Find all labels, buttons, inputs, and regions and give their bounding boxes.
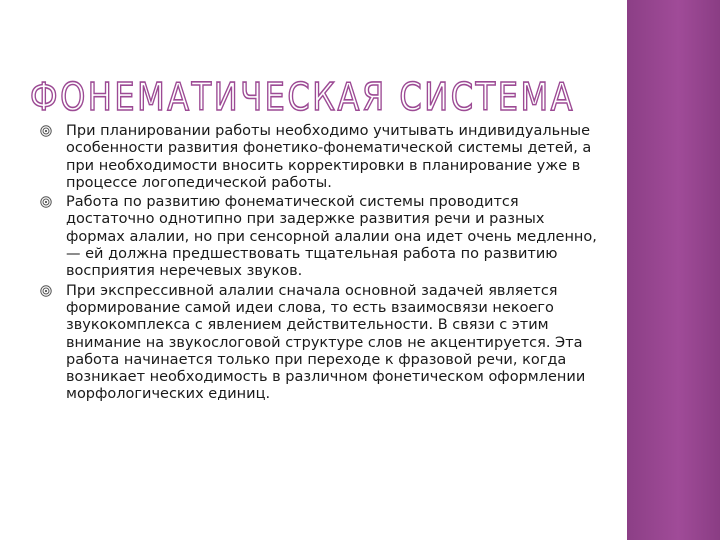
target-bullet-icon — [40, 196, 52, 208]
bullet-text-3: При экспрессивной алалии сначала основной задачей является формирование самой идеи слова, то есть взаимосвязи некоего звукокомплекса с явлением действительности. В связи с этим внимание на звукослоговой структуре слов не акцентируется. Эта работа начинается только при переходе к фразовой речи, когда возникает необходимость в различном фонетическом оформлении морфологических единиц. — [66, 282, 586, 403]
target-bullet-icon — [40, 125, 52, 137]
slide-title-svg — [30, 70, 610, 120]
target-bullet-icon — [40, 285, 52, 297]
decorative-side-panel — [627, 0, 720, 540]
slide-title-text: ФОНЕМАТИЧЕСКАЯ СИСТЕМА — [30, 75, 575, 119]
bullet-item-3 — [40, 283, 604, 404]
bullet-list — [40, 123, 604, 406]
slide-title — [30, 70, 610, 120]
bullet-text-2: Работа по развитию фонематической системы проводится достаточно однотипно при задержке развития речи и разных формах алалии, но при сенсорной алалии она идет очень медленно, — ей должна предшествовать тщательная работа по развитию восприятия неречевых звуков. — [66, 194, 597, 280]
bullet-text-1: При планировании работы необходимо учитывать индивидуальные особенности развития фонетико-фонематической системы детей, а при необходимости вносить корректировки в планирование уже в процессе логопедической работы. — [66, 123, 592, 191]
bullet-item-1 — [40, 123, 604, 192]
bullet-item-2 — [40, 194, 604, 280]
